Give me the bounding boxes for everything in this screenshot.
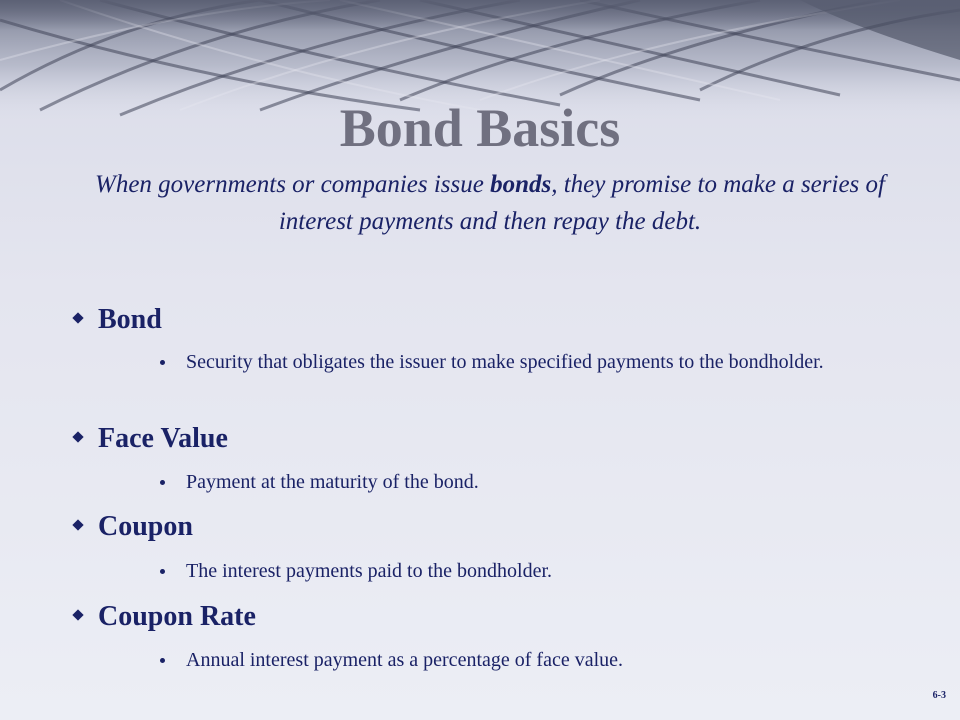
term-definition-coupon-rate	[163, 645, 863, 675]
term-definition-text: The interest payments paid to the bondholder.	[186, 560, 553, 582]
term-heading-text: Face Value	[98, 423, 228, 454]
term-definition-coupon	[163, 556, 863, 586]
diamond-bullet-icon	[72, 519, 83, 530]
term-definition-text: Annual interest payment as a percentage of face value.	[186, 649, 624, 671]
term-heading-face-value	[72, 422, 228, 456]
term-heading-coupon	[72, 510, 193, 544]
term-heading-coupon-rate	[72, 600, 256, 634]
term-heading-text: Coupon	[98, 511, 193, 542]
slide-title: Bond Basics	[339, 98, 621, 158]
term-definition-bond	[163, 347, 863, 377]
term-heading-bond	[72, 303, 162, 337]
term-definition-text: Security that obligates the issuer to make specified payments to the bondholder.	[186, 351, 824, 373]
slide-number: 6-3	[932, 690, 946, 701]
diamond-bullet-icon	[72, 431, 83, 442]
term-heading-text: Coupon Rate	[98, 601, 256, 632]
term-heading-text: Bond	[98, 304, 162, 335]
bullet-dot-icon	[160, 360, 165, 365]
bullet-dot-icon	[160, 480, 165, 485]
diamond-bullet-icon	[72, 609, 83, 620]
subtitle-keyword-bonds: bonds	[490, 171, 552, 198]
bullet-dot-icon	[160, 658, 165, 663]
subtitle-text-end: , they promise to make a series of interest payments and then repay the debt.	[278, 171, 885, 235]
term-definition-text: Payment at the maturity of the bond.	[186, 471, 479, 493]
bullet-dot-icon	[160, 569, 165, 574]
diamond-bullet-icon	[72, 312, 83, 323]
term-definition-face-value	[163, 467, 863, 497]
subtitle-text-start: When governments or companies issue	[95, 171, 491, 198]
